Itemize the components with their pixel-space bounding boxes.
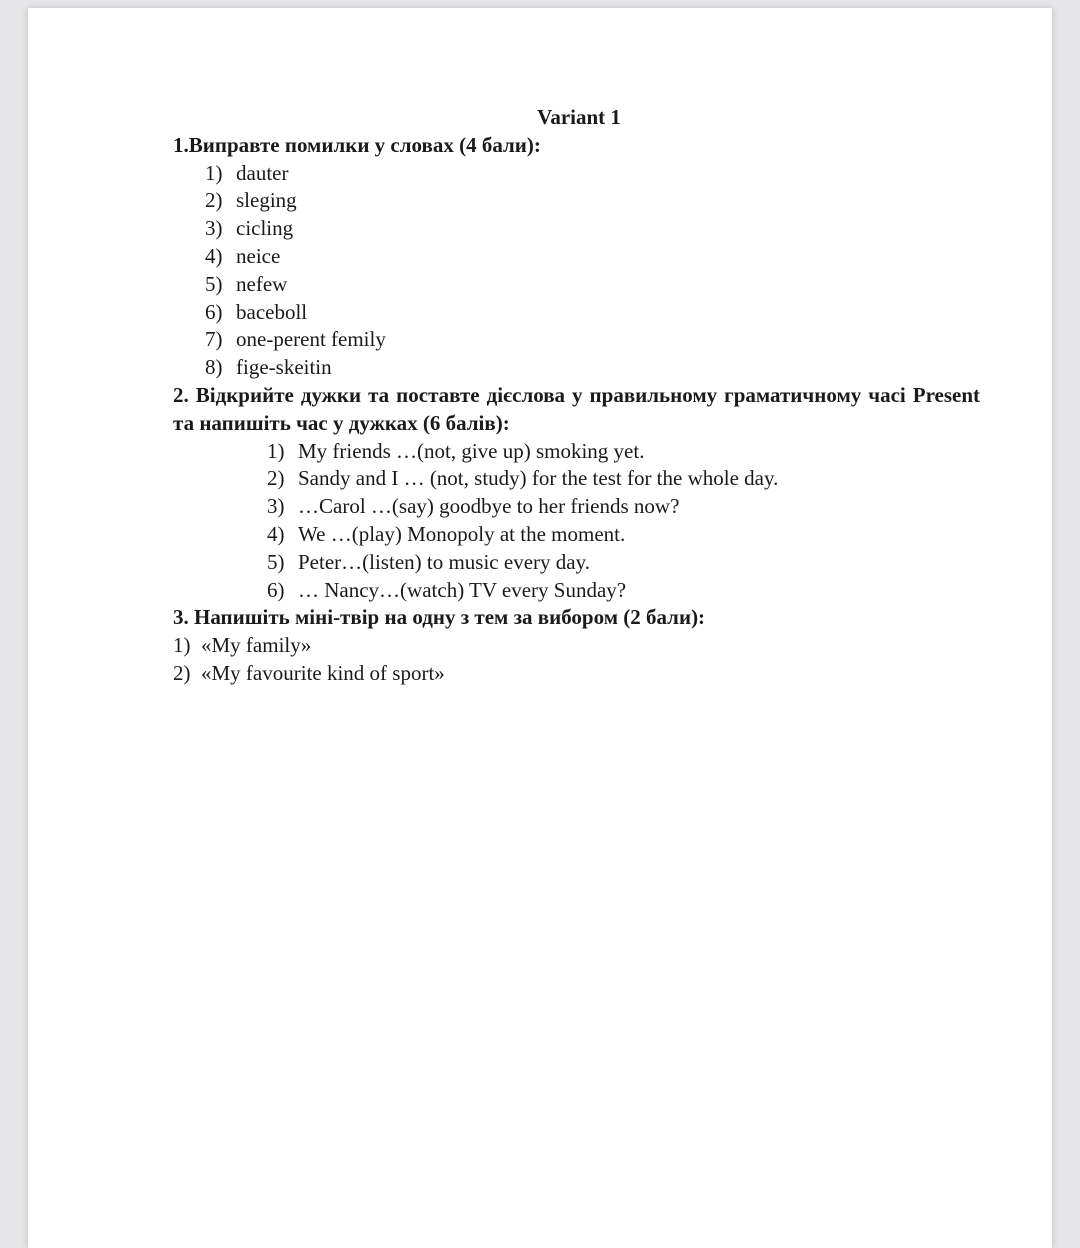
- item-number: 2): [205, 188, 223, 213]
- item-text: one-perent femily: [236, 327, 386, 352]
- section-2-list: [173, 438, 993, 605]
- item-text: Sandy and I … (not, study) for the test for the whole day.: [298, 466, 779, 491]
- list-item: [173, 660, 993, 688]
- list-item: [205, 326, 993, 354]
- item-text: dauter: [236, 160, 289, 185]
- item-number: 6): [267, 577, 285, 602]
- item-text: My friends …(not, give up) smoking yet.: [298, 438, 645, 463]
- item-number: 5): [267, 549, 285, 574]
- item-number: 8): [205, 355, 223, 380]
- item-text: cicling: [236, 216, 294, 241]
- item-text: We …(play) Monopoly at the moment.: [298, 521, 626, 546]
- item-number: 2): [267, 466, 285, 491]
- item-number: 3): [267, 494, 285, 519]
- list-item: [205, 243, 993, 271]
- list-item: [205, 215, 993, 243]
- item-text: …Carol …(say) goodbye to her friends now?: [298, 494, 680, 519]
- document-page: [28, 8, 1052, 1248]
- item-number: 2): [173, 660, 191, 685]
- list-item: [267, 493, 993, 521]
- item-number: 7): [205, 327, 223, 352]
- section-1-heading: 1.Виправте помилки у словах (4 бали):: [173, 132, 541, 157]
- section-3-list: [173, 632, 993, 688]
- list-item: [267, 438, 993, 466]
- item-text: neice: [236, 243, 281, 268]
- item-text: Peter…(listen) to music every day.: [298, 549, 590, 574]
- item-number: 1): [173, 633, 191, 658]
- item-text: «My favourite kind of sport»: [201, 660, 445, 685]
- item-number: 4): [267, 521, 285, 546]
- document-title: Variant 1: [537, 105, 621, 129]
- item-text: … Nancy…(watch) TV every Sunday?: [298, 577, 627, 602]
- item-text: nefew: [236, 271, 288, 296]
- item-number: 1): [267, 438, 285, 463]
- list-item: [267, 465, 993, 493]
- list-item: [267, 577, 993, 605]
- item-text: fige-skeitin: [236, 355, 332, 380]
- section-1-list: [173, 160, 993, 382]
- list-item: [267, 549, 993, 577]
- item-number: 4): [205, 243, 223, 268]
- section-3-heading: 3. Напишіть міні-твір на одну з тем за вибором (2 бали):: [173, 605, 706, 630]
- document-content: [173, 104, 993, 688]
- list-item: [173, 632, 993, 660]
- item-text: «My family»: [201, 633, 312, 658]
- item-number: 3): [205, 216, 223, 241]
- list-item: [205, 354, 993, 382]
- list-item: [267, 521, 993, 549]
- section-2-heading: 2. Відкрийте дужки та поставте дієслова у правильному граматичному часі Present та напишіть час у дужках (6 балів):: [173, 382, 980, 435]
- list-item: [205, 299, 993, 327]
- item-number: 1): [205, 160, 223, 185]
- item-number: 5): [205, 271, 223, 296]
- list-item: [205, 160, 993, 188]
- item-text: baceboll: [236, 299, 308, 324]
- list-item: [205, 187, 993, 215]
- list-item: [205, 271, 993, 299]
- item-text: sleging: [236, 188, 297, 213]
- item-number: 6): [205, 299, 223, 324]
